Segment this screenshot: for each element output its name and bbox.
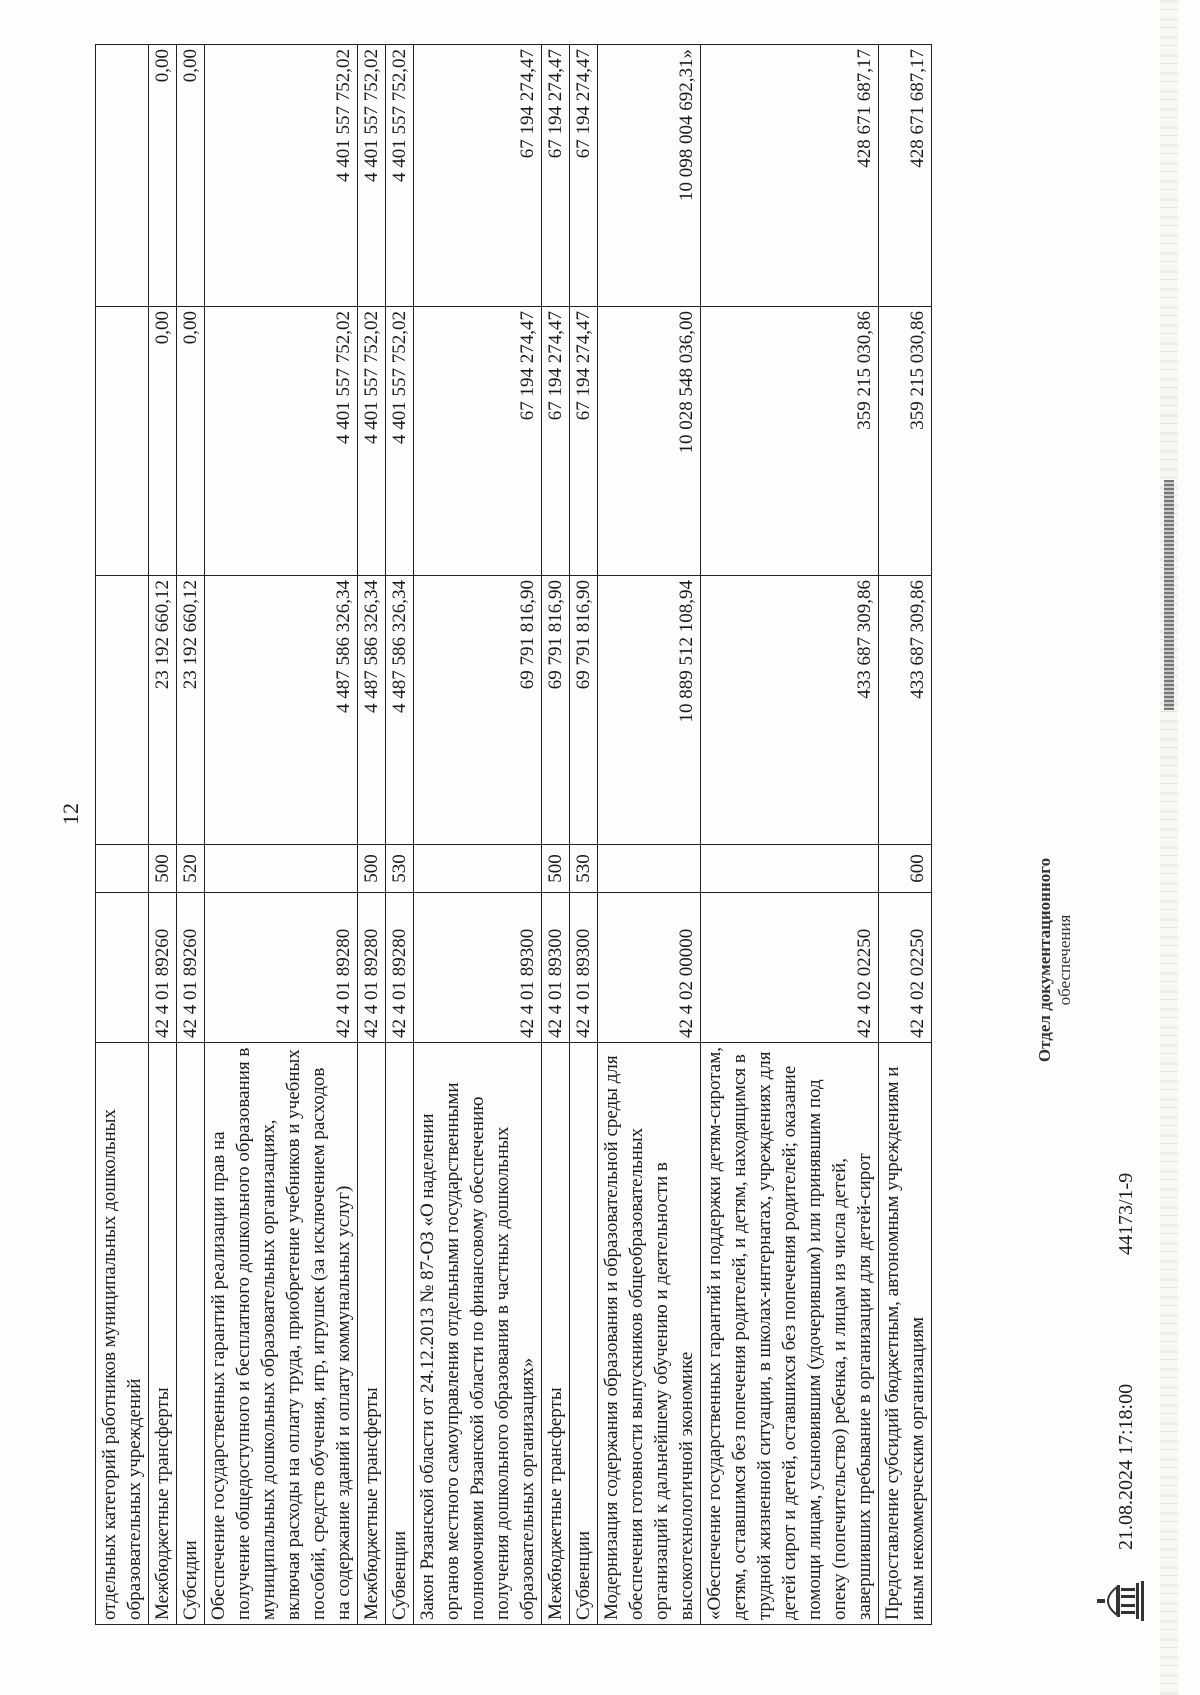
cell-name: Модернизация содержания образования и образовательной среды для обеспечения готовности выпускников общеобразовательных организаций к дальнейшему обучению и деятельности в высокотехнологичной экономике (598, 1043, 701, 1625)
cell-expense-type (205, 845, 358, 893)
cell-expense-type: 500 (358, 845, 386, 893)
cell-name: отдельных категорий работников муниципальных дошкольных образовательных учреждений (96, 1043, 149, 1625)
cell-name: Межбюджетные трансферты (149, 1043, 177, 1625)
cell-amount-1: 4 487 586 326,34 (205, 576, 358, 845)
cell-expense-type: 530 (386, 845, 414, 893)
cell-code: 42 4 01 89280 (358, 893, 386, 1043)
cell-name: Закон Рязанской области от 24.12.2013 № 87-ОЗ «О наделении органов местного самоуправления отдельными государственными полномочиями Рязанской области по финансовому обеспечению получения дошкольного образования в частных дошкольных образовательных организациях» (414, 1043, 542, 1625)
table-row (205, 45, 358, 1625)
budget-table (95, 44, 932, 1625)
cell-amount-3: 67 194 274,47 (570, 45, 598, 307)
table-row (570, 45, 598, 1625)
cell-code: 42 4 01 89300 (542, 893, 570, 1043)
cell-code: 42 4 01 89280 (205, 893, 358, 1043)
cell-name: Обеспечение государственных гарантий реализации прав на получение общедоступного и бесплатного дошкольного образования в муниципальных дошкольных образовательных организациях, включая расходы на оплату труда, приобретение учебников и учебных пособий, средств обучения, игр, игрушек (за исключением расходов на содержание зданий и оплату коммунальных услуг) (205, 1043, 358, 1625)
cell-code: 42 4 02 02250 (879, 893, 932, 1043)
duma-building-logo-icon (1095, 1579, 1152, 1623)
cell-amount-3: 4 401 557 752,02 (358, 45, 386, 307)
cell-amount-2: 10 028 548 036,00 (598, 307, 701, 576)
cell-amount-3: 428 671 687,17 (879, 45, 932, 307)
registration-stamp (1035, 835, 1075, 1085)
cell-amount-1: 23 192 660,12 (177, 576, 205, 845)
cell-amount-3: 67 194 274,47 (414, 45, 542, 307)
cell-amount-1: 69 791 816,90 (542, 576, 570, 845)
cell-amount-1 (96, 576, 149, 845)
cell-code: 42 4 01 89300 (414, 893, 542, 1043)
cell-name: Субсидии (177, 1043, 205, 1625)
cell-amount-3: 4 401 557 752,02 (205, 45, 358, 307)
page-number: 12 (58, 803, 83, 825)
cell-name: Субвенции (386, 1043, 414, 1625)
cell-amount-2: 67 194 274,47 (542, 307, 570, 576)
table-row (96, 45, 149, 1625)
cell-amount-2: 0,00 (149, 307, 177, 576)
cell-expense-type: 600 (879, 845, 932, 893)
cell-amount-3: 67 194 274,47 (542, 45, 570, 307)
cell-amount-3 (96, 45, 149, 307)
table-row (879, 45, 932, 1625)
table-row (542, 45, 570, 1625)
table-row (149, 45, 177, 1625)
cell-amount-2: 359 215 030,86 (879, 307, 932, 576)
cell-code: 42 4 01 89300 (570, 893, 598, 1043)
cell-amount-3: 428 671 687,17 (701, 45, 879, 307)
cell-amount-1: 69 791 816,90 (414, 576, 542, 845)
cell-amount-2: 359 215 030,86 (701, 307, 879, 576)
cell-amount-2: 4 401 557 752,02 (386, 307, 414, 576)
table-row (414, 45, 542, 1625)
cell-amount-3: 0,00 (149, 45, 177, 307)
cell-code: 42 4 01 89280 (386, 893, 414, 1043)
table-row (701, 45, 879, 1625)
cell-amount-1: 4 487 586 326,34 (386, 576, 414, 845)
cell-amount-1: 4 487 586 326,34 (358, 576, 386, 845)
cell-amount-1: 10 889 512 108,94 (598, 576, 701, 845)
cell-expense-type: 500 (149, 845, 177, 893)
footer-doc-number: 44173/1-9 (1115, 1172, 1137, 1255)
cell-code: 42 4 01 89260 (177, 893, 205, 1043)
cell-code: 42 4 02 02250 (701, 893, 879, 1043)
cell-name: Предоставление субсидий бюджетным, автономным учреждениям и иным некоммерческим организациям (879, 1043, 932, 1625)
cell-amount-1: 69 791 816,90 (570, 576, 598, 845)
budget-table-body (96, 45, 932, 1625)
cell-code: 42 4 01 89260 (149, 893, 177, 1043)
cell-amount-2: 67 194 274,47 (570, 307, 598, 576)
cell-name: «Обеспечение государственных гарантий и поддержки детям-сиротам, детям, оставшимся без попечения родителей, и детям, находящимся в трудной жизненной ситуации, в школах-интернатах, учреждениях для детей сирот и детей, оставшихся без попечения родителей; оказание помощи лицам, усыновившим (удочерившим) или принявшим под опеку (попечительство) ребенка, и лицам из числа детей, завершивших пребывание в организации для детей-сирот (701, 1043, 879, 1625)
cell-amount-3: 4 401 557 752,02 (386, 45, 414, 307)
cell-amount-2 (96, 307, 149, 576)
cell-expense-type (598, 845, 701, 893)
cell-amount-3: 0,00 (177, 45, 205, 307)
table-row (358, 45, 386, 1625)
cell-amount-2: 67 194 274,47 (414, 307, 542, 576)
cell-expense-type: 500 (542, 845, 570, 893)
footer-date: 21.08.2024 17:18:00 (1115, 1383, 1137, 1550)
cell-amount-1: 433 687 309,86 (701, 576, 879, 845)
cell-amount-2: 4 401 557 752,02 (205, 307, 358, 576)
stamp-line-2: обеспечения (1055, 914, 1074, 1006)
cell-amount-1: 433 687 309,86 (879, 576, 932, 845)
cell-amount-3: 10 098 004 692,31» (598, 45, 701, 307)
cell-expense-type (414, 845, 542, 893)
cell-amount-1: 23 192 660,12 (149, 576, 177, 845)
cell-amount-2: 4 401 557 752,02 (358, 307, 386, 576)
table-row (598, 45, 701, 1625)
cell-expense-type: 520 (177, 845, 205, 893)
cell-name: Межбюджетные трансферты (358, 1043, 386, 1625)
cell-code: 42 4 02 00000 (598, 893, 701, 1043)
cell-name: Межбюджетные трансферты (542, 1043, 570, 1625)
table-row (386, 45, 414, 1625)
table-row (177, 45, 205, 1625)
cell-expense-type: 530 (570, 845, 598, 893)
cell-code (96, 893, 149, 1043)
cell-name: Субвенции (570, 1043, 598, 1625)
cell-expense-type (96, 845, 149, 893)
cell-expense-type (701, 845, 879, 893)
cell-amount-2: 0,00 (177, 307, 205, 576)
stamp-line-1: Отдел документационного (1035, 857, 1054, 1063)
